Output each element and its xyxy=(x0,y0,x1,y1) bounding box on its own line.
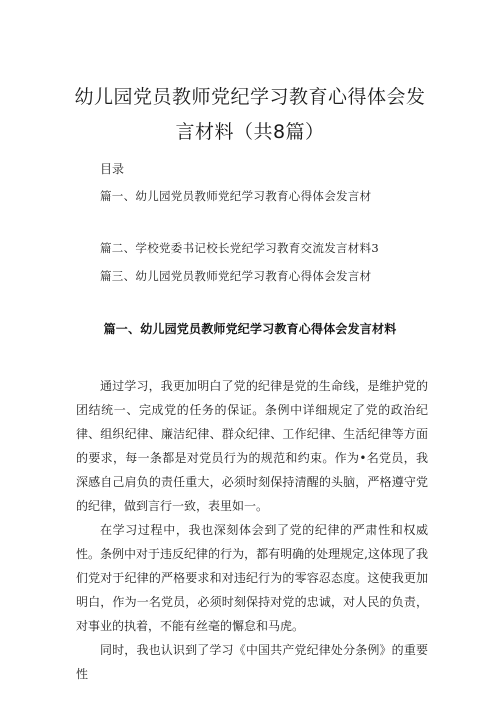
body-text xyxy=(76,374,428,686)
paragraph: 同时，我也认识到了学习《中国共产党纪律处分条例》的重要性 xyxy=(76,643,428,681)
section-heading: 篇一、幼儿园党员教师党纪学习教育心得体会发言材料 xyxy=(103,322,397,336)
paragraph: 在学习过程中，我也深刻体会到了党的纪律的严肃性和权威性。条例中对于违反纪律的行为，都有明确的处理规定,这体现了我们党对于纪律的严格要求和对违纪行为的零容忍态度。这使我更加明白，作为一名党员，必须时刻保持对党的忠诚，对人民的负责，对事业的执着，不能有丝毫的懈怠和马虎。 xyxy=(76,523,428,633)
paragraph: 通过学习，我更加明白了党的纪律是党的生命线，是维护党的团结统一、完成党的任务的保证。条例中详细规定了党的政治纪律、组织纪律、廉洁纪律、群众纪律、工作纪律、生活纪律等方面的要求，每一条都是对党员行为的规范和约束。作为•名党员，我深感自己肩负的责任重大，必须时刻保持清醒的头脑，严格遵守党的纪律，做到言行一致，表里如一。 xyxy=(76,379,428,513)
document-title-line-1: 幼儿园党员教师党纪学习教育心得体会发 xyxy=(74,86,426,108)
toc-heading: 目录 xyxy=(100,162,125,176)
toc-entry-1[interactable]: 篇一、幼儿园党员教师党纪学习教育心得体会发言材 xyxy=(100,189,372,203)
toc-entry-2[interactable]: 篇二、学校党委书记校长党纪学习教育交流发言材料3 xyxy=(100,241,380,255)
toc-entry-3[interactable]: 篇三、幼儿园党员教师党纪学习教育心得体会发言材 xyxy=(100,269,372,283)
document-title-line-2: 言材料（共8篇） xyxy=(175,121,325,143)
